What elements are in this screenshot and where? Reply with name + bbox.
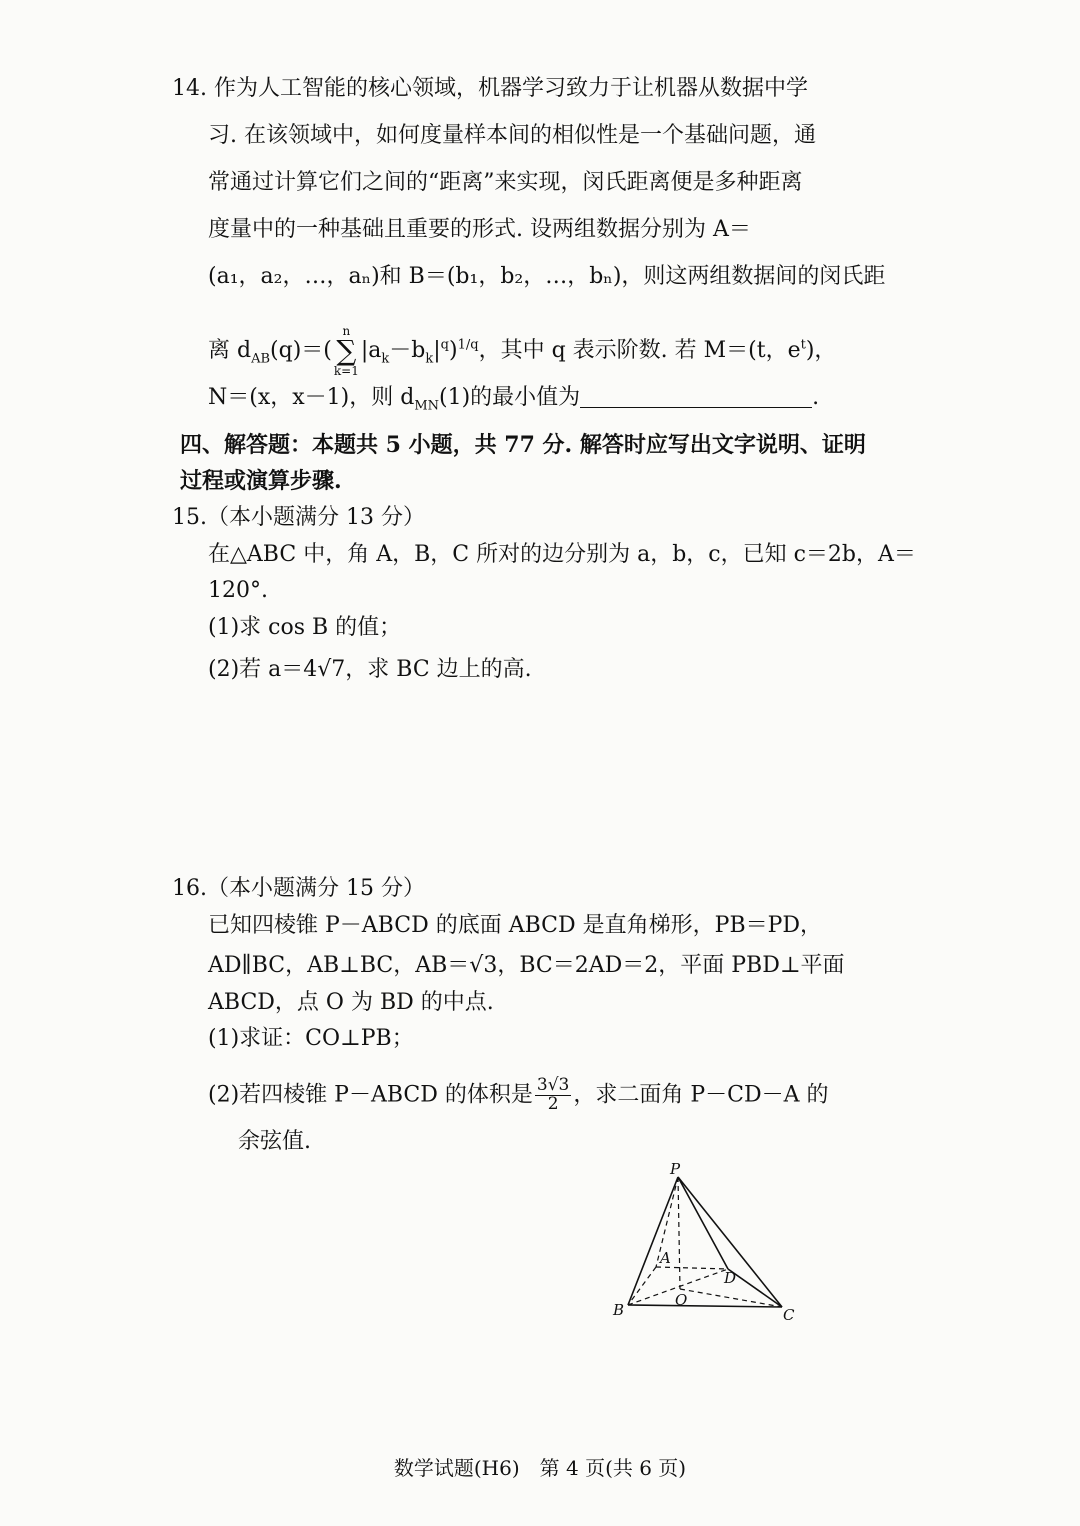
q14-formula-sub-ab: AB [251, 351, 271, 367]
q15-part-1: (1)求 cos B 的值； [208, 615, 402, 640]
q14-line-3: 常通过计算它们之间的“距离”来实现，闵氏距离便是多种距离 [208, 170, 803, 195]
pyramid-figure [600, 1155, 810, 1330]
sum-sigma: ∑ [336, 334, 357, 367]
q16-part-1: (1)求证：CO⊥PB； [208, 1026, 414, 1051]
q14-line-7 [208, 383, 819, 421]
page-footer: 数学试题(H6) 第 4 页(共 6 页) [393, 1456, 687, 1480]
q16-header: 16.（本小题满分 15 分） [172, 876, 425, 901]
edge-DC [728, 1269, 782, 1307]
q14-formula-sub-k2: k [425, 351, 434, 367]
label-A: A [660, 1249, 671, 1267]
edge-BC [628, 1305, 782, 1307]
q14-formula-exponent: 1/q [457, 337, 479, 353]
summation-symbol [334, 325, 359, 377]
q14-line-1: 14. 作为人工智能的核心领域，机器学习致力于让机器从数据中学 [172, 76, 808, 101]
q14-line-7-text-b: (1)的最小值为 [439, 385, 581, 410]
edge-PB [628, 1177, 678, 1305]
fraction-numerator: 3√3 [536, 1075, 570, 1095]
label-O: O [675, 1291, 688, 1309]
q15-line-1: 在△ABC 中，角 A，B，C 所对的边分别为 a，b，c，已知 c＝2b，A＝ [208, 542, 916, 567]
q14-formula-power-q: q [440, 337, 449, 353]
sum-upper-limit: n [342, 324, 351, 338]
q16-part-2-text-b: ，求二面角 P－CD－A 的 [573, 1082, 829, 1108]
q14-formula-minus-b: －b [389, 338, 426, 363]
q14-line-4: 度量中的一种基础且重要的形式. 设两组数据分别为 A＝ [208, 217, 751, 242]
q14-formula-line [208, 325, 836, 377]
label-B: B [613, 1301, 625, 1319]
volume-fraction [535, 1077, 571, 1114]
label-C: C [783, 1306, 795, 1324]
q14-formula-abs-open: |a [360, 338, 382, 363]
q15-header: 15.（本小题满分 13 分） [172, 505, 425, 530]
edge-PD [678, 1177, 728, 1269]
q14-formula-power-t: t [800, 337, 806, 353]
q14-line-7-end: . [812, 385, 820, 410]
edge-PC [678, 1177, 782, 1307]
answer-blank[interactable] [580, 385, 812, 408]
q14-formula-rest: ，其中 q 表示阶数. 若 M＝(t，e [478, 338, 801, 363]
q14-line-7-sub: MN [414, 398, 439, 414]
label-D: D [724, 1269, 737, 1287]
q14-line-7-text: N＝(x，x－1)，则 d [208, 385, 415, 410]
label-P: P [670, 1160, 681, 1178]
section4-line-1: 四、解答题：本题共 5 小题，共 77 分. 解答时应写出文字说明、证明 [180, 432, 866, 458]
edge-AD [656, 1267, 728, 1269]
q14-formula-end: )， [805, 338, 837, 363]
q15-part-2: (2)若 a＝4√7，求 BC 边上的高. [208, 657, 532, 682]
edge-PO [678, 1177, 680, 1289]
q16-line-1: 已知四棱锥 P－ABCD 的底面 ABCD 是直角梯形，PB＝PD， [208, 913, 823, 938]
edge-OC [680, 1289, 782, 1307]
q14-line-5: (a₁，a₂，…，aₙ)和 B＝(b₁，b₂，…，bₙ)，则这两组数据间的闵氏距 [208, 264, 886, 289]
edge-AB [628, 1267, 656, 1305]
q16-part-2 [208, 1077, 829, 1114]
q14-line-2: 习. 在该领域中，如何度量样本间的相似性是一个基础问题，通 [208, 123, 816, 148]
q16-line-2: AD∥BC，AB⊥BC，AB＝√3，BC＝2AD＝2，平面 PBD⊥平面 [208, 953, 845, 978]
sum-lower-limit: k=1 [333, 364, 359, 378]
q16-line-3: ABCD，点 O 为 BD 的中点. [208, 990, 494, 1015]
q14-formula-open: (q)＝( [270, 338, 332, 363]
q14-formula-d: 离 d [208, 338, 252, 363]
q15-line-2: 120°. [208, 578, 268, 603]
q16-part-2-text: (2)若四棱锥 P－ABCD 的体积是 [208, 1082, 533, 1108]
q16-part-2-cont: 余弦值. [238, 1129, 311, 1154]
fraction-denominator: 2 [547, 1093, 559, 1114]
q14-formula-close: ) [449, 338, 458, 363]
q14-formula-abs-close: | [433, 338, 441, 363]
section4-line-2: 过程或演算步骤. [180, 468, 342, 494]
q14-formula-sub-k1: k [381, 351, 390, 367]
